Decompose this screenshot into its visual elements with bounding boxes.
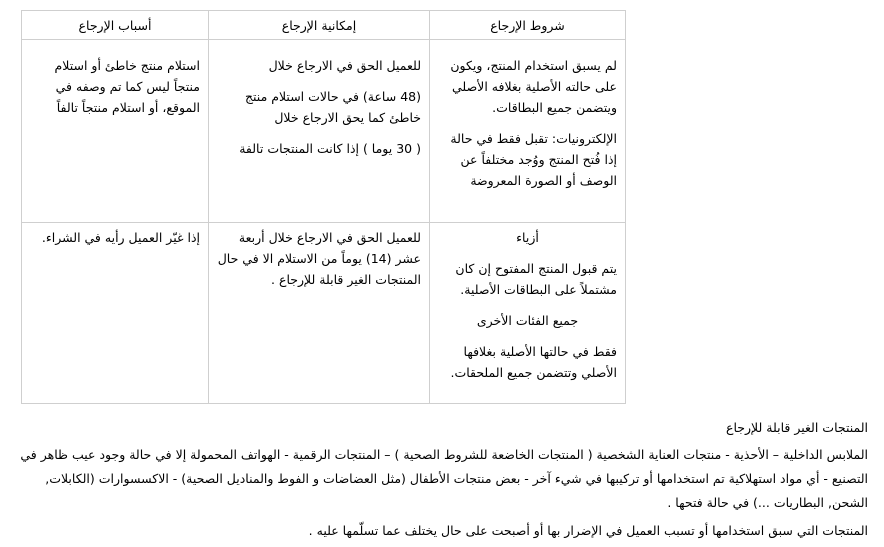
conditions-cell (430, 40, 626, 223)
condition-fashion: يتم قبول المنتج المفتوح إن كان مشتملاً على البطاقات الأصلية. (455, 261, 617, 297)
table-row (22, 40, 626, 223)
non-returnable-list: الملابس الداخلية – الأحذية - منتجات العناية الشخصية ( المنتجات الخاضعة للشروط الصحية ) – المنتجات الرقمية - الهواتف المحمولة إلا في حالة وجود عيب ظاهر في التصنيع - أي مواد استهلاكية تم استخدامها أو تركيبها في شيء آخر - بعض منتجات الأطفال (مثل العضاضات و الفوط والمناديل الصحية) - الاكسسوارات (الكابلات, الشحن, البطاريات ...) في حالة فتحها . (20, 447, 868, 510)
category-other: جميع الفئات الأخرى (476, 313, 579, 328)
conditions-cell (430, 223, 626, 404)
possibility-cell (209, 40, 430, 223)
reasons-cell: استلام منتج خاطئ أو استلام منتجاً ليس كما تم وصفه في الموقع، أو استلام منتجاً تالفاً (22, 40, 209, 223)
condition-electronics: الإلكترونيات: تقبل فقط في حالة إذا فُتح المنتج ووُجد مختلفاً عن الوصف أو الصورة المعروضة (450, 131, 617, 188)
possibility-line-2: (48 ساعة) في حالات استلام منتج خاطئ كما يحق الارجاع خلال (244, 89, 421, 125)
table-header-row (22, 11, 626, 40)
non-returnable-section (18, 416, 868, 543)
possibility-line-3: ( 30 يوما ) إذا كانت المنتجات تالفة (239, 141, 421, 156)
possibility-cell: للعميل الحق في الارجاع خلال أربعة عشر (14) يوماً من الاستلام الا في حال المنتجات الغير قابلة للإرجاع . (209, 223, 430, 404)
table-row (22, 223, 626, 404)
reasons-cell: إذا غيّر العميل رأيه في الشراء. (22, 223, 209, 404)
header-reasons: أسباب الإرجاع (22, 11, 209, 40)
return-policy-table (21, 10, 626, 404)
header-conditions: شروط الإرجاع (430, 11, 626, 40)
category-fashion: أزياء (516, 230, 539, 245)
condition-other: فقط في حالتها الأصلية بغلافها الأصلي وتتضمن جميع الملحقات. (450, 344, 617, 380)
possibility-line-1: للعميل الحق في الارجاع خلال (268, 58, 421, 73)
condition-general: لم يسبق استخدام المنتج، ويكون على حالته الأصلية بغلافه الأصلي ويتضمن جميع البطاقات. (450, 58, 617, 115)
header-possibility: إمكانية الإرجاع (209, 11, 430, 40)
non-returnable-used-products: المنتجات التي سبق استخدامها أو تسبب العميل في الإضرار بها أو أصبحت على حال يختلف عما تسلّمها عليه . (308, 523, 868, 538)
non-returnable-heading: المنتجات الغير قابلة للإرجاع (726, 420, 868, 435)
